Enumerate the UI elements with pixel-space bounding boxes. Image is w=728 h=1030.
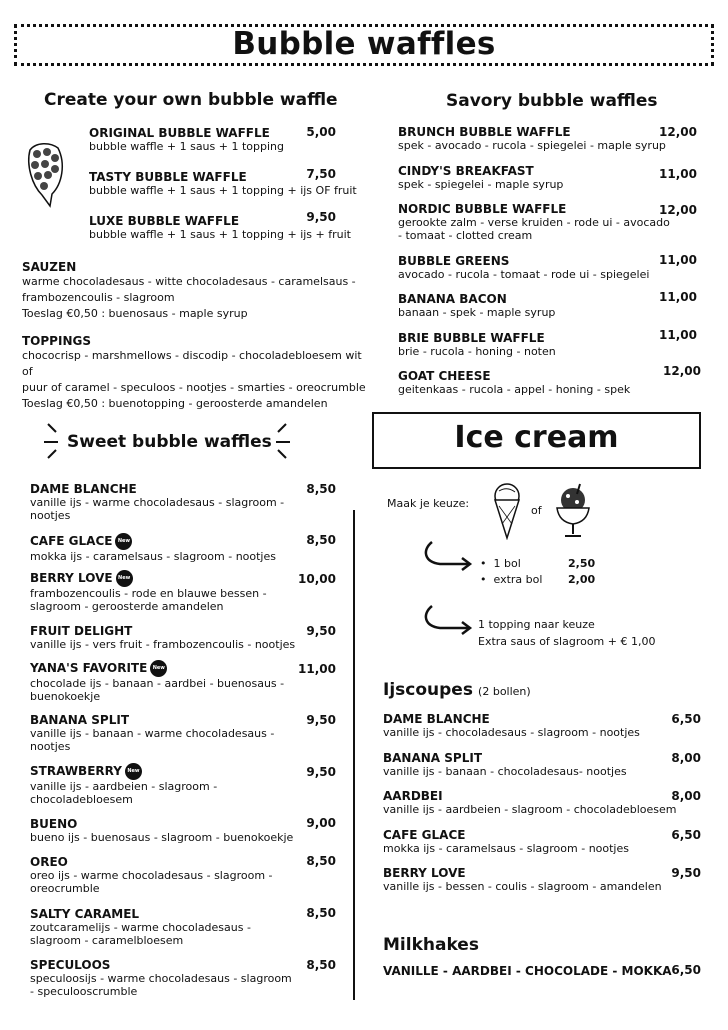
arrow-icon bbox=[420, 538, 476, 572]
item-name: STRAWBERRY bbox=[30, 764, 122, 778]
scoop-price: 2,00 bbox=[568, 573, 596, 586]
item-name: CINDY'S BREAKFAST bbox=[398, 164, 534, 178]
item-name: OREO bbox=[30, 855, 68, 869]
item-price: 9,50 bbox=[306, 210, 336, 224]
item-name: BANANA SPLIT bbox=[30, 713, 130, 727]
sweet-item bbox=[30, 482, 284, 522]
item-name: BUBBLE GREENS bbox=[398, 254, 510, 268]
item-price: 7,50 bbox=[306, 167, 336, 181]
item-desc: vanille ijs - chocoladesaus - slagroom - nootjes bbox=[383, 726, 640, 739]
item-price: 10,00 bbox=[298, 572, 336, 586]
new-badge: New bbox=[125, 763, 142, 780]
coupe-item bbox=[383, 712, 640, 739]
coupe-item bbox=[383, 751, 627, 778]
item-name: FRUIT DELIGHT bbox=[30, 624, 133, 638]
item-name-row bbox=[30, 533, 276, 550]
item-desc: vanille ijs - vers fruit - frambozencoulis - nootjes bbox=[30, 638, 296, 651]
item-desc: gerookte zalm - verse kruiden - rode ui - avocado bbox=[398, 216, 670, 229]
bullet-icon: • bbox=[480, 573, 487, 586]
item-desc-cont: slagroom - geroosterde amandelen bbox=[30, 600, 224, 613]
item-desc: avocado - rucola - tomaat - rode ui - spiegelei bbox=[398, 268, 650, 281]
sweet-item bbox=[30, 533, 276, 563]
item-desc: bubble waffle + 1 saus + 1 topping + ijs + fruit bbox=[89, 228, 351, 241]
item-price: 12,00 bbox=[663, 364, 701, 378]
sweet-item bbox=[30, 907, 251, 947]
item-price: 8,50 bbox=[306, 482, 336, 496]
item-price: 5,00 bbox=[306, 125, 336, 139]
item-name: ORIGINAL BUBBLE WAFFLE bbox=[89, 126, 270, 140]
ice-cup-icon bbox=[553, 482, 593, 540]
item-desc: bubble waffle + 1 saus + 1 topping bbox=[89, 140, 284, 153]
savory-heading: Savory bubble waffles bbox=[446, 91, 658, 111]
item-name: BERRY LOVE bbox=[30, 571, 113, 585]
item-name: TASTY BUBBLE WAFFLE bbox=[89, 170, 247, 184]
bubble-waffle-icon bbox=[22, 140, 68, 210]
sweet-item bbox=[30, 570, 267, 613]
item-name-row bbox=[30, 660, 284, 677]
or-label: of bbox=[531, 504, 542, 517]
coupes-heading-row bbox=[383, 680, 531, 700]
item-price: 8,50 bbox=[306, 906, 336, 920]
item-price: 11,00 bbox=[298, 662, 336, 676]
sauzen-heading: SAUZEN bbox=[22, 260, 77, 274]
sweet-item bbox=[30, 713, 274, 753]
item-price: 6,50 bbox=[671, 712, 701, 726]
item-desc: mokka ijs - caramelsaus - slagroom - nootjes bbox=[383, 842, 629, 855]
scoop-label: extra bol bbox=[493, 573, 543, 586]
item-desc-cont: buenokoekje bbox=[30, 690, 101, 703]
new-badge: New bbox=[116, 570, 133, 587]
savory-item bbox=[398, 369, 630, 396]
item-name: AARDBEI bbox=[383, 789, 443, 803]
item-name: NORDIC BUBBLE WAFFLE bbox=[398, 202, 567, 216]
extra-info: Extra saus of slagroom + € 1,00 bbox=[478, 635, 656, 648]
item-desc: banaan - spek - maple syrup bbox=[398, 306, 556, 319]
item-name: LUXE BUBBLE WAFFLE bbox=[89, 214, 240, 228]
item-desc: frambozencoulis - rode en blauwe bessen - bbox=[30, 587, 267, 600]
item-name: BERRY LOVE bbox=[383, 866, 466, 880]
item-desc: chocolade ijs - banaan - aardbei - buenosaus - bbox=[30, 677, 285, 690]
create-heading: Create your own bubble waffle bbox=[44, 90, 338, 110]
item-desc: vanille ijs - banaan - chocoladesaus- nootjes bbox=[383, 765, 627, 778]
item-desc: bueno ijs - buenosaus - slagroom - buenokoekje bbox=[30, 831, 294, 844]
coupes-heading: Ijscoupes bbox=[383, 680, 473, 700]
coupe-item bbox=[383, 789, 677, 816]
item-name: DAME BLANCHE bbox=[383, 712, 490, 726]
item-name: BUENO bbox=[30, 817, 78, 831]
savory-item bbox=[398, 202, 670, 242]
item-price: 9,50 bbox=[306, 624, 336, 638]
bullet-icon: • bbox=[480, 557, 487, 570]
item-name: GOAT CHEESE bbox=[398, 369, 491, 383]
create-item bbox=[89, 126, 284, 153]
sauzen-section bbox=[22, 260, 362, 322]
item-price: 9,50 bbox=[306, 765, 336, 779]
ice-cone-icon bbox=[490, 482, 524, 540]
item-price: 8,00 bbox=[671, 789, 701, 803]
coupe-item bbox=[383, 866, 662, 893]
new-badge: New bbox=[150, 660, 167, 677]
item-name-row bbox=[30, 570, 267, 587]
item-name: SPECULOOS bbox=[30, 958, 111, 972]
item-desc: vanille ijs - bessen - coulis - slagroom - amandelen bbox=[383, 880, 662, 893]
item-desc-cont: slagroom - caramelbloesem bbox=[30, 934, 184, 947]
milkshake-flavours: VANILLE - AARDBEI - CHOCOLADE - MOKKA bbox=[383, 964, 672, 978]
sweet-item bbox=[30, 855, 273, 895]
item-price: 12,00 bbox=[659, 203, 697, 217]
item-desc: vanille ijs - banaan - warme chocoladesaus - bbox=[30, 727, 275, 740]
item-desc: bubble waffle + 1 saus + 1 topping + ijs OF fruit bbox=[89, 184, 357, 197]
sweet-item bbox=[30, 660, 284, 703]
item-desc: geitenkaas - rucola - appel - honing - spek bbox=[398, 383, 631, 396]
item-desc: spek - spiegelei - maple syrup bbox=[398, 178, 564, 191]
coupes-note: (2 bollen) bbox=[478, 685, 531, 698]
item-desc: vanille ijs - aardbeien - slagroom - bbox=[30, 780, 218, 793]
page-title: Bubble waffles bbox=[232, 26, 496, 62]
item-price: 11,00 bbox=[659, 167, 697, 181]
savory-item bbox=[398, 254, 649, 281]
sweet-item bbox=[30, 624, 295, 651]
item-price: 11,00 bbox=[659, 328, 697, 342]
item-name: BRUNCH BUBBLE WAFFLE bbox=[398, 125, 571, 139]
choose-label: Maak je keuze: bbox=[387, 497, 470, 510]
item-desc-cont: oreocrumble bbox=[30, 882, 100, 895]
item-desc: zoutcaramelijs - warme chocoladesaus - bbox=[30, 921, 251, 934]
item-name: SALTY CARAMEL bbox=[30, 907, 140, 921]
item-price: 8,50 bbox=[306, 958, 336, 972]
sweet-item bbox=[30, 958, 292, 998]
scoop-label: 1 bol bbox=[493, 557, 521, 570]
item-desc: brie - rucola - honing - noten bbox=[398, 345, 556, 358]
item-desc: vanille ijs - aardbeien - slagroom - chocoladebloesem bbox=[383, 803, 677, 816]
new-badge: New bbox=[115, 533, 132, 550]
milkshakes-heading: Milkhakes bbox=[383, 935, 479, 955]
item-desc-cont: chocoladebloesem bbox=[30, 793, 133, 806]
scoop-option bbox=[480, 556, 521, 572]
toppings-line: chococrisp - marshmellows - discodip - chocoladebloesem wit of bbox=[22, 349, 362, 378]
sweet-heading: Sweet bubble waffles bbox=[67, 432, 272, 452]
item-name: DAME BLANCHE bbox=[30, 482, 137, 496]
item-price: 9,50 bbox=[306, 713, 336, 727]
toppings-line: puur of caramel - speculoos - nootjes - smarties - oreocrumble bbox=[22, 381, 366, 394]
item-desc: speculoosijs - warme chocoladesaus - slagroom bbox=[30, 972, 292, 985]
decoration-left-icon bbox=[42, 422, 68, 462]
item-name: BANANA SPLIT bbox=[383, 751, 483, 765]
item-price: 8,50 bbox=[306, 533, 336, 547]
scoop-option bbox=[480, 572, 542, 588]
sweet-item bbox=[30, 763, 217, 806]
item-price: 9,00 bbox=[306, 816, 336, 830]
item-desc: oreo ijs - warme chocoladesaus - slagroom - bbox=[30, 869, 273, 882]
scoop-price: 2,50 bbox=[568, 557, 596, 570]
item-desc-cont: nootjes bbox=[30, 509, 71, 522]
item-desc: mokka ijs - caramelsaus - slagroom - nootjes bbox=[30, 550, 276, 563]
toppings-surcharge: Toeslag €0,50 : buenotopping - geroosterde amandelen bbox=[22, 397, 328, 410]
item-name: CAFE GLACE bbox=[30, 534, 113, 548]
item-desc: vanille ijs - warme chocoladesaus - slagroom - bbox=[30, 496, 285, 509]
sauzen-line: warme chocoladesaus - witte chocoladesaus - caramelsaus - bbox=[22, 275, 356, 288]
item-name: BRIE BUBBLE WAFFLE bbox=[398, 331, 545, 345]
savory-item bbox=[398, 164, 563, 191]
ice-cream-heading: Ice cream bbox=[454, 420, 619, 455]
toppings-heading: TOPPINGS bbox=[22, 334, 91, 348]
item-price: 8,00 bbox=[671, 751, 701, 765]
item-price: 12,00 bbox=[659, 125, 697, 139]
item-price: 8,50 bbox=[306, 854, 336, 868]
item-desc-cont: - tomaat - clotted cream bbox=[398, 229, 533, 242]
sauzen-surcharge: Toeslag €0,50 : buenosaus - maple syrup bbox=[22, 307, 248, 320]
item-name: YANA'S FAVORITE bbox=[30, 661, 148, 675]
item-name: CAFE GLACE bbox=[383, 828, 466, 842]
item-name-row bbox=[30, 763, 217, 780]
item-price: 9,50 bbox=[671, 866, 701, 880]
item-price: 11,00 bbox=[659, 290, 697, 304]
toppings-section bbox=[22, 334, 367, 412]
item-price: 11,00 bbox=[659, 253, 697, 267]
item-desc: spek - avocado - rucola - spiegelei - maple syrup bbox=[398, 139, 666, 152]
column-divider bbox=[353, 510, 355, 1000]
item-desc-cont: nootjes bbox=[30, 740, 71, 753]
milkshake-price: 6,50 bbox=[671, 963, 701, 977]
coupe-item bbox=[383, 828, 629, 855]
arrow-icon bbox=[420, 602, 476, 636]
decoration-right-icon bbox=[266, 422, 292, 462]
item-price: 6,50 bbox=[671, 828, 701, 842]
savory-item bbox=[398, 292, 555, 319]
item-desc-cont: - speculooscrumble bbox=[30, 985, 138, 998]
item-name: BANANA BACON bbox=[398, 292, 507, 306]
sweet-item bbox=[30, 817, 293, 844]
savory-item bbox=[398, 125, 666, 152]
savory-item bbox=[398, 331, 556, 358]
topping-info: 1 topping naar keuze bbox=[478, 618, 595, 631]
sauzen-line: frambozencoulis - slagroom bbox=[22, 291, 175, 304]
